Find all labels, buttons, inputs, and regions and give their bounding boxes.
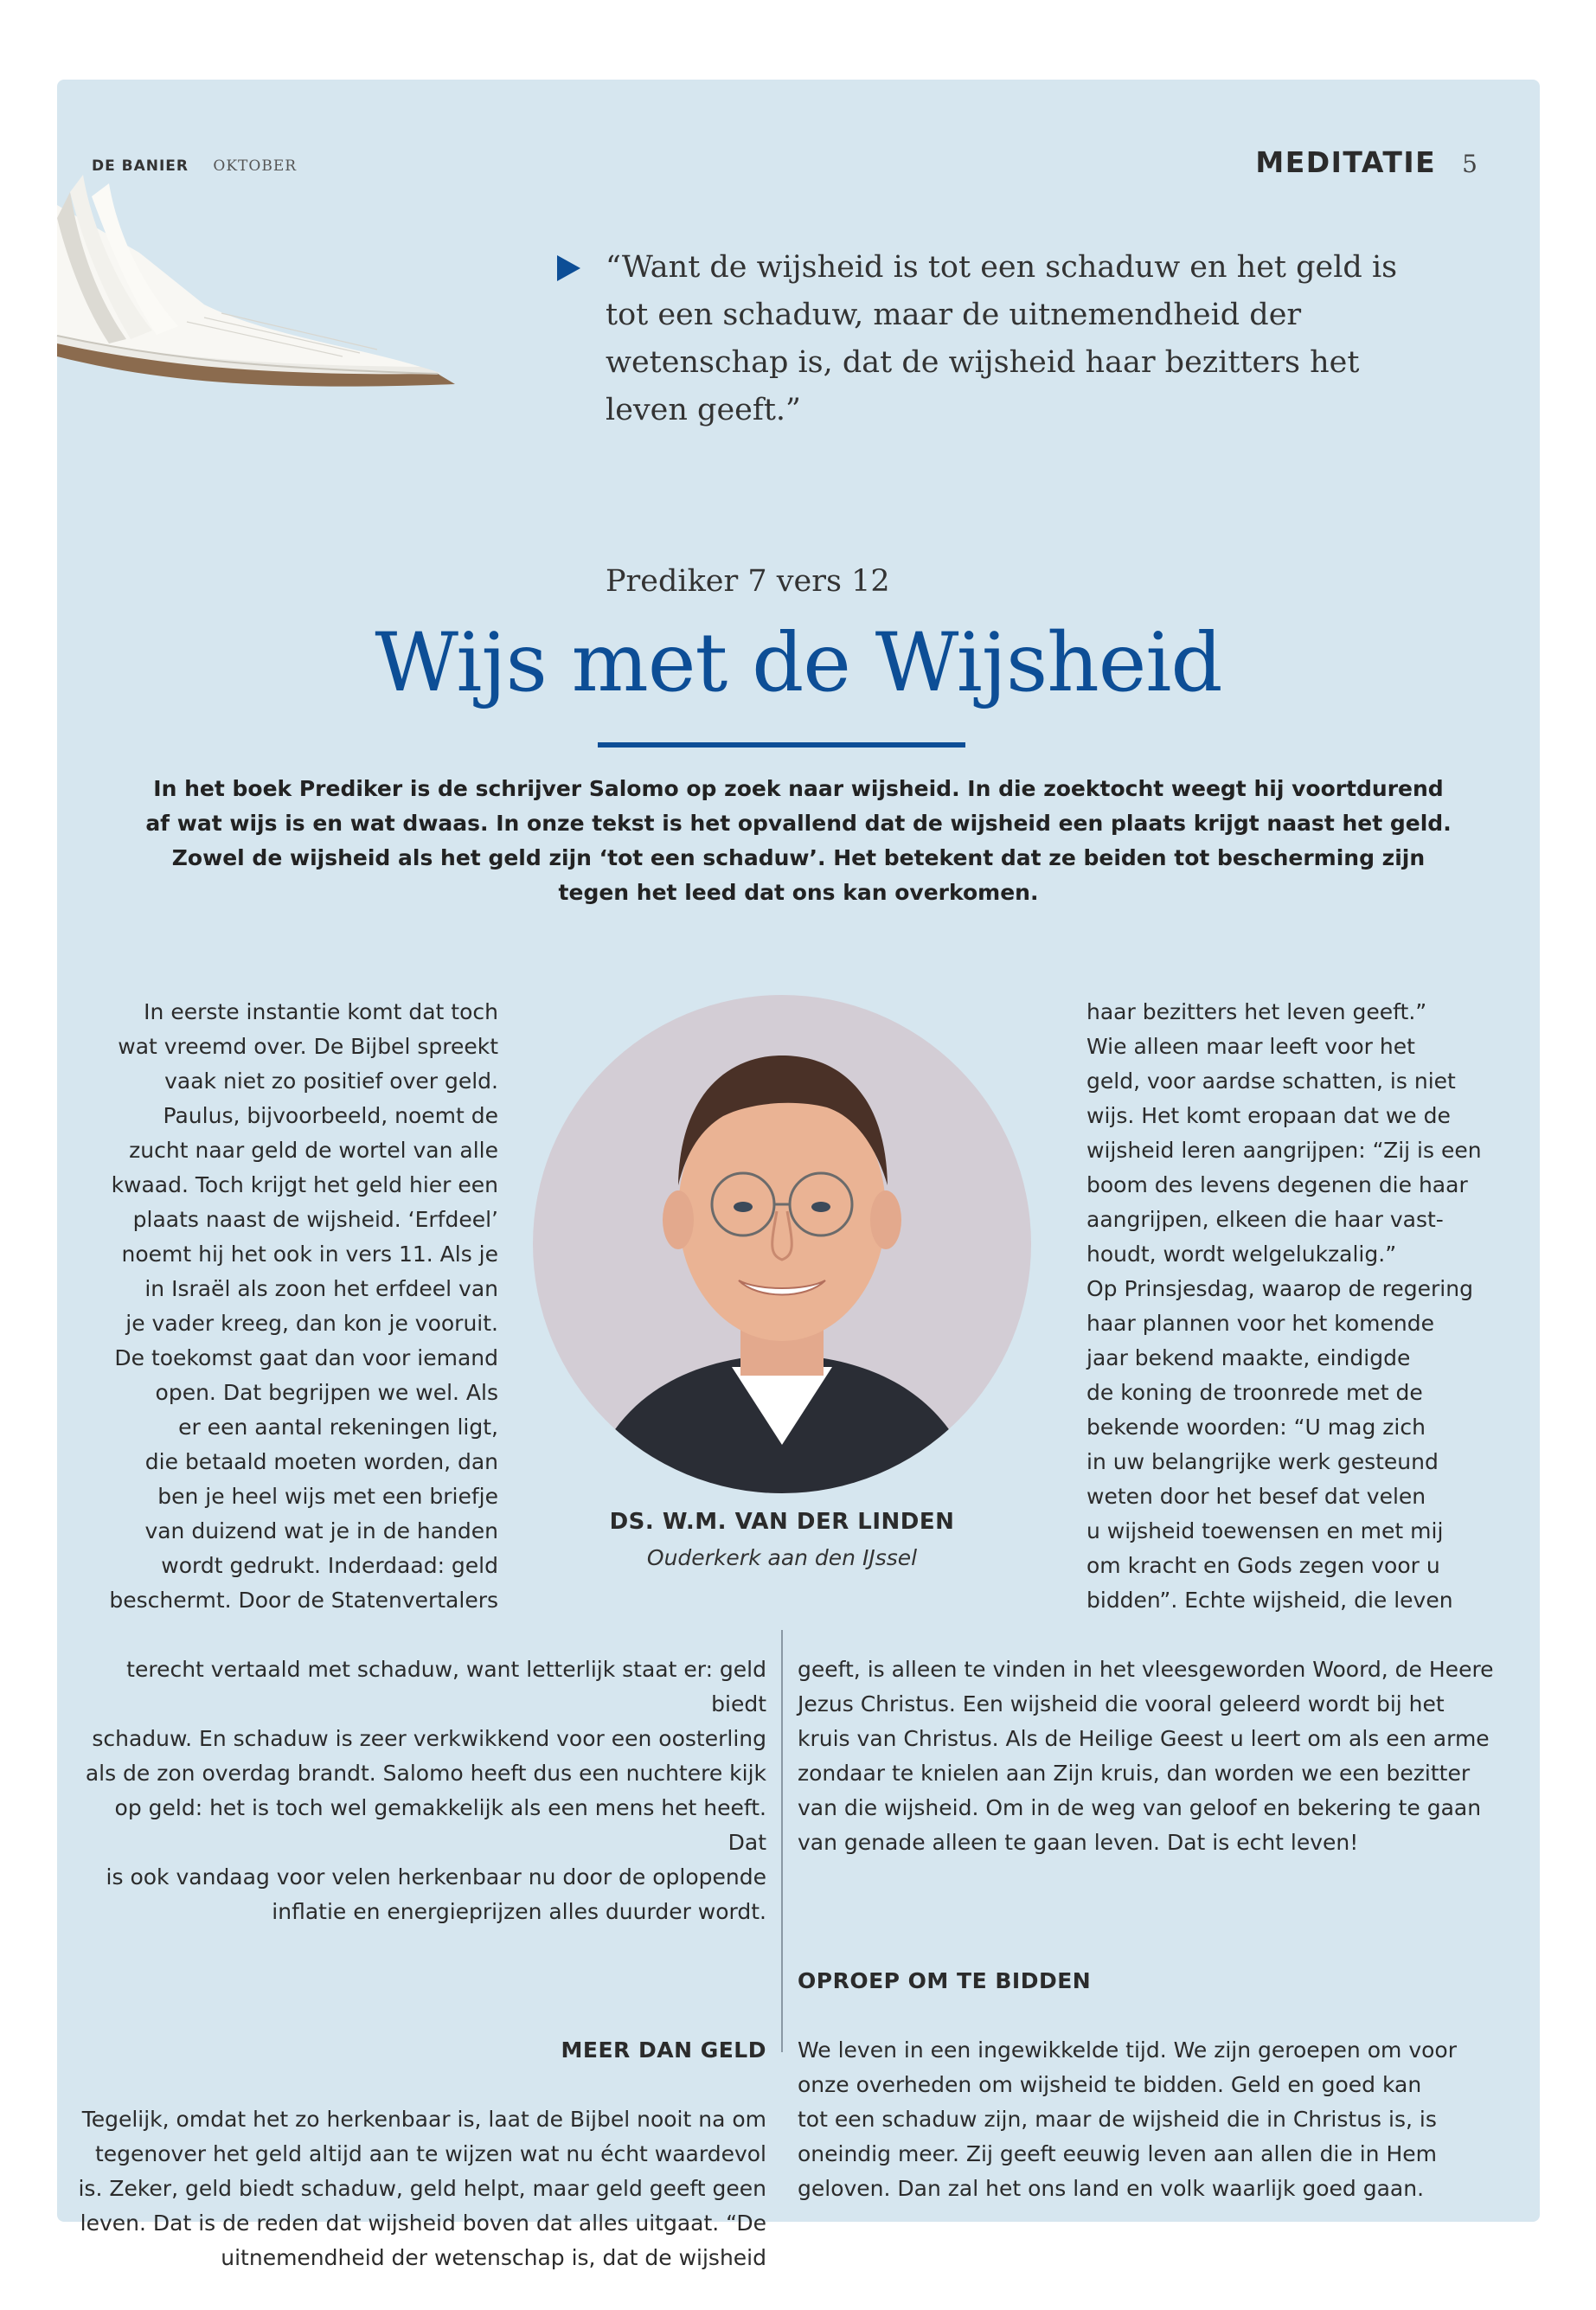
right-paragraph-2: We leven in een ingewikkelde tijd. We zijn geroepen om voor onze overheden om wijsheid te bidden. Geld en goed kan tot een schaduw zijn, maar de wijsheid die in Christus is, is oneindig meer. Zij geeft eeuwig leven aan allen die in Hem geloven. Dan zal het ons land en volk waarlijk goed gaan.: [798, 2037, 1457, 2201]
column-divider: [781, 1630, 783, 2052]
quote-arrow-icon: [557, 255, 580, 281]
body-column-left: [74, 1618, 766, 2310]
author-portrait: [533, 995, 1031, 1493]
section-title: MEDITATIE: [1255, 145, 1437, 179]
article-lead: In het boek Prediker is de schrijver Salomo op zoek naar wijsheid. In die zoektocht weegt hij voortdurend af wat wijs is en wat dwaas. In onze tekst is het opvallend dat de wijsheid een plaats krijgt naast het geld. Zowel de wijsheid als het geld zijn ‘tot een schaduw’. Het betekent dat ze beiden tot bescherming zijn tegen het leed dat ons kan overkomen.: [145, 776, 1452, 905]
quote-text: “Want de wijsheid is tot een schaduw en het geld is tot een schaduw, maar de uitnemendheid der wetenschap is, dat de wijsheid haar bezitters het leven geeft.”: [606, 250, 1398, 427]
body-text-left-top: In eerste instantie komt dat toch wat vreemd over. De Bijbel spreekt vaak niet zo positief over geld. Paulus, bijvoorbeeld, noemt de zucht naar geld de wortel van alle kwaad. Toch krijgt het geld hier een plaats naast de wijsheid. ‘Erfdeel’ noemt hij het ook in vers 11. Als je in Israël als zoon het erfdeel van je vader kreeg, dan kon je vooruit. De toekomst gaat dan voor iemand open. Dat begrijpen we wel. Als er een aantal rekeningen ligt, die betaald moeten worden, dan ben je heel wijs met een briefje van duizend wat je in de handen wordt gedrukt. Inderdaad: geld beschermt. Door de Statenvertalers: [109, 999, 498, 1613]
author-name: DS. W.M. VAN DER LINDEN: [609, 1509, 955, 1535]
body-text-right-top: haar bezitters het leven geeft.” Wie alleen maar leeft voor het geld, voor aardse schatten, is niet wijs. Het komt eropaan dat we de wijsheid leren aangrijpen: “Zij is een boom des levens degenen die haar aangrijpen, elkeen die haar vast- houdt, wordt welgelukzalig.” Op Prinsjesdag, waarop de regering haar plannen voor het komende jaar bekend maakte, eindigde de koning de troonrede met de bekende woorden: “U mag zich in uw belangrijke werk gesteund weten door het besef dat velen u wijsheid toewensen en met mij om kracht en Gods zegen voor u bidden”. Echte wijsheid, die leven: [1086, 999, 1482, 1613]
article-title: Wijs met de Wijsheid: [375, 616, 1222, 710]
subheading-meer-dan-geld: MEER DAN GELD: [561, 2037, 766, 2063]
author-place: Ouderkerk aan den IJssel: [646, 1545, 918, 1570]
body-column-right: [798, 1618, 1507, 2241]
title-underline: [598, 742, 965, 748]
section-header: [1255, 145, 1477, 179]
publication-name: DE BANIER: [92, 157, 189, 175]
left-paragraph-2: Tegelijk, omdat het zo herkenbaar is, laat de Bijbel nooit na om tegenover het geld altijd aan te wijzen wat nu écht waardevol is. Zeker, geld biedt schaduw, geld helpt, maar geld geeft geen leven. Dat is de reden dat wijsheid boven dat alles uitgaat. “De uitnemendheid der wetenschap is, dat de wijsheid: [78, 2107, 766, 2270]
quote-reference: Prediker 7 vers 12: [606, 564, 890, 599]
subheading-oproep-om-te-bidden: OPROEP OM TE BIDDEN: [798, 1968, 1092, 1993]
page-number: 5: [1462, 150, 1477, 178]
issue-month: OKTOBER: [213, 157, 298, 175]
open-book-image: [57, 157, 464, 426]
left-paragraph-1: terecht vertaald met schaduw, want letterlijk staat er: geld biedt schaduw. En schaduw is zeer verkwikkend voor een oosterling als de zon overdag brandt. Salomo heeft dus een nuchtere kijk op geld: het is toch wel gemakkelijk als een mens het heeft. Dat is ook vandaag voor velen herkenbaar nu door de oplopende inflatie en energieprijzen alles duurder wordt.: [85, 1657, 766, 1924]
right-paragraph-1: geeft, is alleen te vinden in het vleesgeworden Woord, de Heere Jezus Christus. Een wijsheid die vooral geleerd wordt bij het kruis van Christus. Als de Heilige Geest u leert om als een arme zondaar te knielen aan Zijn kruis, dan worden we een bezitter van die wijsheid. Om in de weg van geloof en bekering te gaan van genade alleen te gaan leven. Dat is echt leven!: [798, 1657, 1494, 1855]
page-panel: [57, 80, 1540, 2270]
